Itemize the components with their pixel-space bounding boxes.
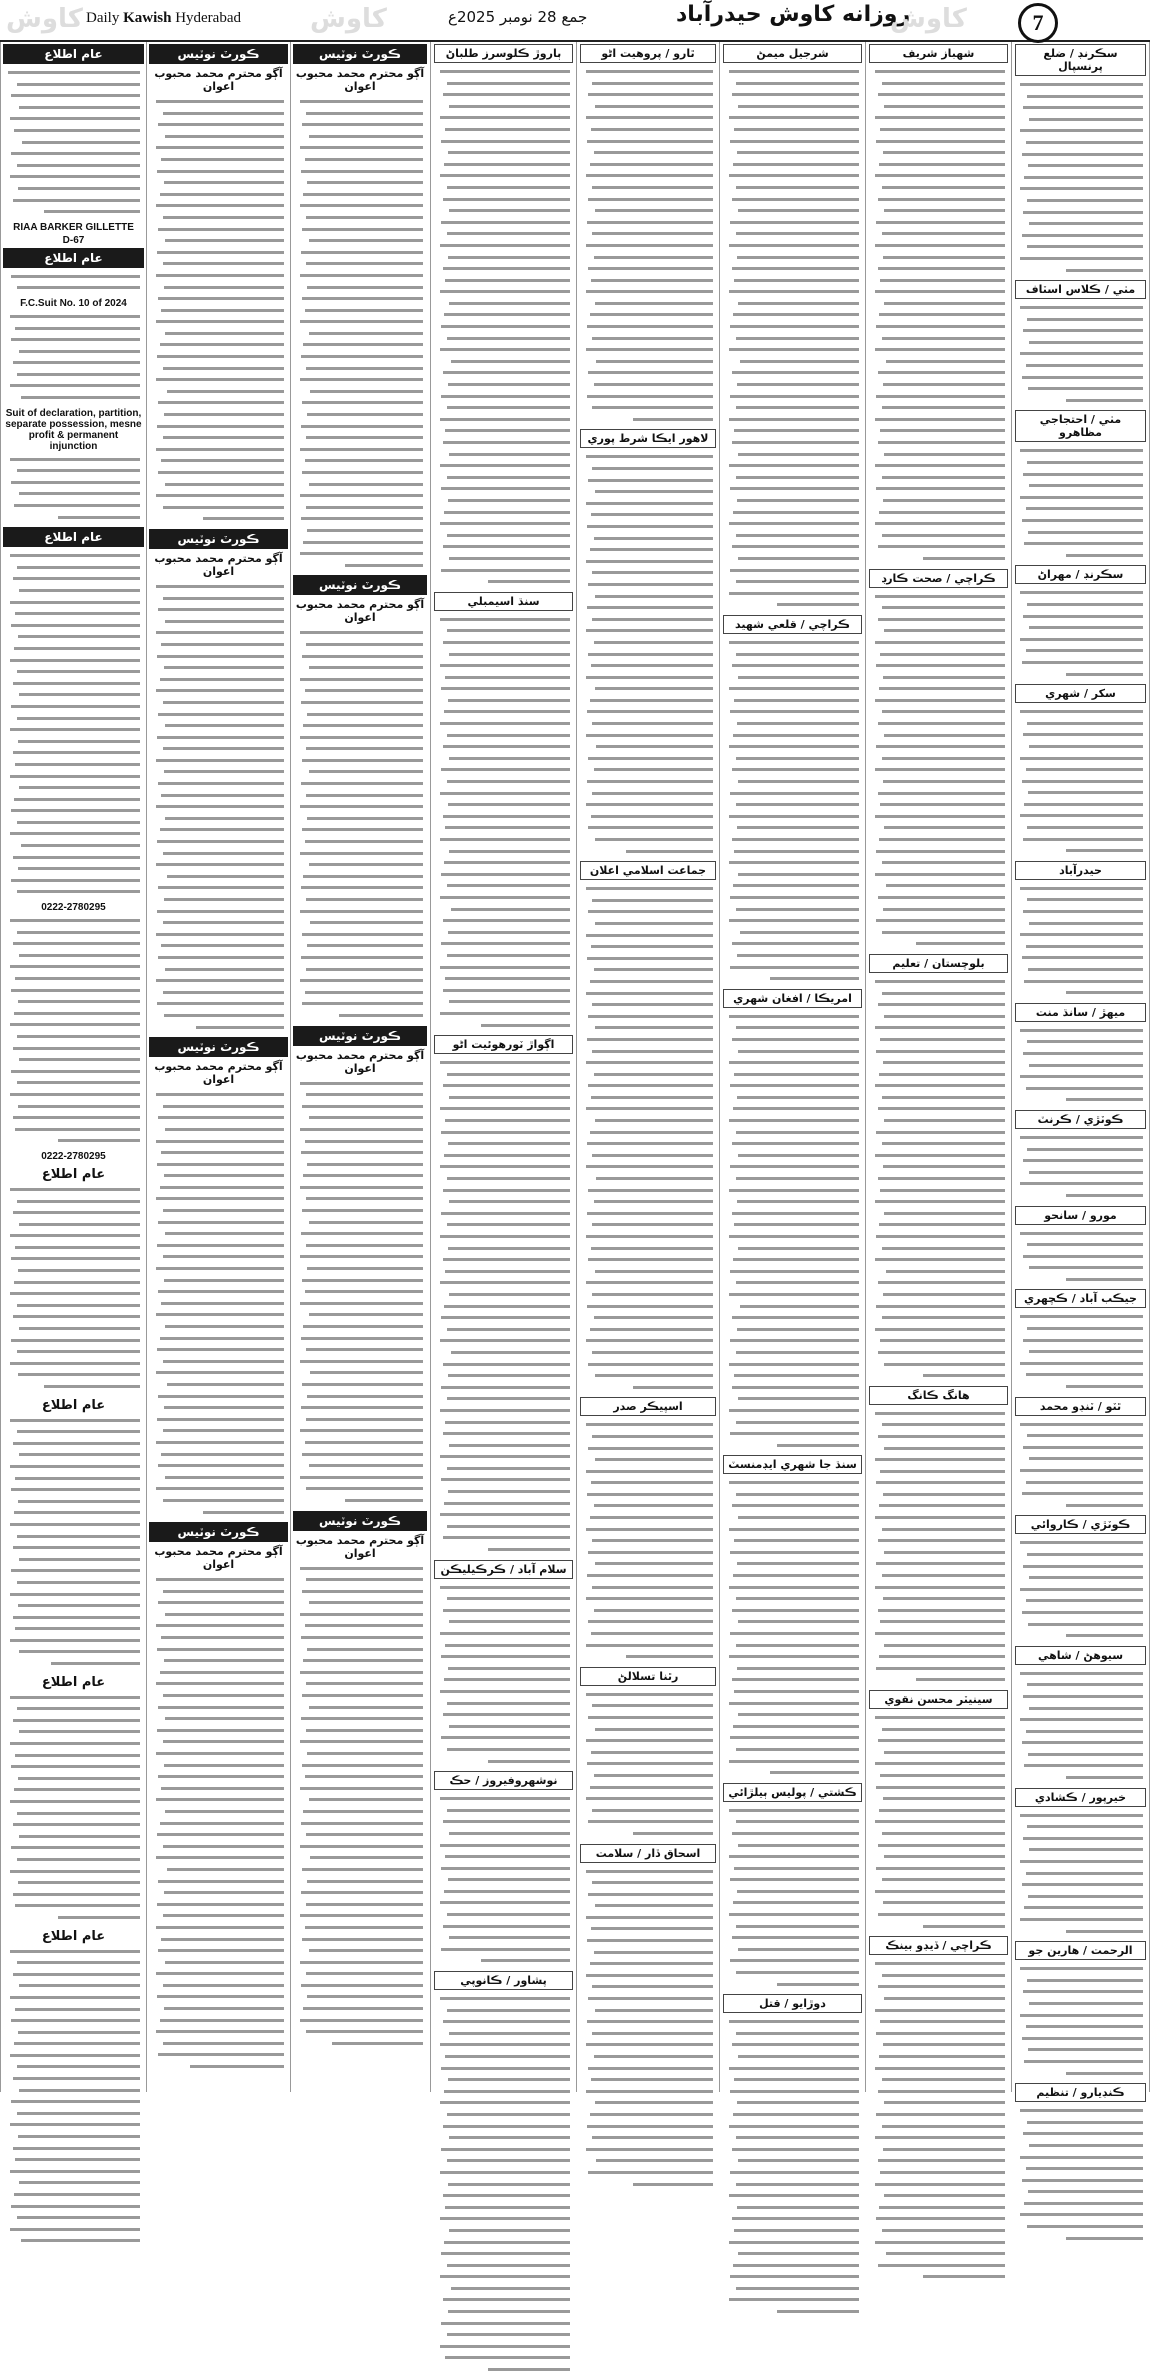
notice-case-number: F.C.Suit No. 10 of 2024 xyxy=(20,297,127,309)
notice-header: ڪورٽ نوٽيس xyxy=(293,1026,427,1046)
notice-header: ڪورٽ نوٽيس xyxy=(149,1522,288,1542)
news-body xyxy=(1016,445,1145,561)
notice-body xyxy=(5,271,142,294)
watermark-logo: کاوش xyxy=(890,4,967,34)
watermark-logo: کاوش xyxy=(6,4,83,34)
news-body xyxy=(1016,79,1145,276)
notice-header: عام اطلاع xyxy=(3,527,144,547)
notice-header: ڪورٽ نوٽيس xyxy=(293,575,427,595)
page-number: 7 xyxy=(1018,3,1058,43)
news-body xyxy=(724,66,861,611)
notice-header: عام اطلاع xyxy=(3,44,144,64)
news-headline: ٿٽو / ٽنڊو محمد xyxy=(1015,1397,1146,1416)
news-body xyxy=(1016,1311,1145,1392)
news-body xyxy=(581,883,715,1393)
news-body xyxy=(1016,587,1145,680)
news-body xyxy=(724,637,861,985)
notice-title: آڳو محترم محمد محبوب اعوان xyxy=(154,67,283,93)
notice-header: عام اطلاع xyxy=(41,1928,106,1944)
news-headline: جماعت اسلامي اعلان xyxy=(580,861,716,880)
news-headline: رٿنا تسلالڻ xyxy=(580,1667,716,1686)
urdu-title: روزانه کاوش حيدرآباد xyxy=(676,2,911,27)
notice-header: ڪورٽ نوٽيس xyxy=(149,44,288,64)
notice-phone: 0222-2780295 xyxy=(41,1150,106,1162)
notice-body xyxy=(295,96,425,571)
notice-body xyxy=(5,1184,142,1393)
notice-body xyxy=(295,627,425,1021)
notice-body xyxy=(151,1574,286,2073)
news-body xyxy=(1016,1810,1145,1938)
news-headline: امريڪا / افغان شهري xyxy=(723,989,862,1008)
news-headline: سکر / شهري xyxy=(1015,684,1146,703)
column-public-notices xyxy=(0,42,146,2092)
notice-body xyxy=(295,1563,425,2050)
notice-body xyxy=(5,67,142,218)
news-headline: ٻاروڙ ڪلوسرز طلباڻ xyxy=(434,44,573,63)
news-headline: سڪرنڊ / مهراڻ xyxy=(1015,565,1146,584)
news-headline: جيڪب آباد / ڪچهري xyxy=(1015,1289,1146,1308)
news-body xyxy=(1016,1228,1145,1286)
news-headline: شهباز شريف xyxy=(869,44,1008,63)
notice-phone: 0222-2780295 xyxy=(41,902,106,914)
column-court-notices-b xyxy=(290,42,429,2092)
english-title-prefix: Daily xyxy=(86,10,120,26)
news-body xyxy=(581,451,715,857)
news-headline: ٿارو / پروهيت اڻو xyxy=(580,44,716,63)
news-headline: نوشهروفيروز / حڪ xyxy=(434,1771,573,1790)
column-news-d xyxy=(865,42,1011,2092)
notice-header: ڪورٽ نوٽيس xyxy=(149,529,288,549)
news-headline: سنڌ جا شهري ايڊمنسٽ xyxy=(723,1455,862,1474)
notice-title: آڳو محترم محمد محبوب اعوان xyxy=(295,67,425,93)
notice-body xyxy=(5,550,142,898)
notice-body xyxy=(5,1692,142,1924)
news-headline: لاهور ايڪا شرط پوري xyxy=(580,429,716,448)
news-body xyxy=(435,1793,572,1967)
news-headline: سلام آباد / ڪرڪيليڪن xyxy=(434,1560,573,1579)
news-body xyxy=(724,2016,861,2317)
news-headline: سڪرنڊ / ضلع پرنسپال xyxy=(1015,44,1146,76)
notice-title: آڳو محترم محمد محبوب اعوان xyxy=(154,1060,283,1087)
masthead xyxy=(0,0,1150,42)
news-headline: بلوچستان / تعليم xyxy=(869,954,1008,973)
column-news-c xyxy=(719,42,865,2092)
notice-header: عام اطلاع xyxy=(41,1674,106,1690)
news-headline: ميهڙ / سانڌ منت xyxy=(1015,1003,1146,1022)
news-body xyxy=(1016,883,1145,999)
notice-title: آڳو محترم محمد محبوب اعوان xyxy=(295,598,425,625)
news-body xyxy=(870,66,1007,565)
news-headline: سيوهڻ / شاهي xyxy=(1015,1646,1146,1665)
notice-suit-type: Suit of declaration, partition, separate possession, mesne profit & permanent injunction xyxy=(5,407,142,452)
news-body xyxy=(435,1582,572,1768)
news-body xyxy=(870,591,1007,950)
news-body xyxy=(1016,1025,1145,1106)
news-body xyxy=(870,976,1007,1382)
news-body xyxy=(435,1993,572,2376)
notice-body xyxy=(295,1078,425,1507)
news-body xyxy=(1016,302,1145,406)
notice-header: عام اطلاع xyxy=(41,1166,106,1182)
news-body xyxy=(581,66,715,425)
english-title-name: Kawish xyxy=(123,10,172,26)
news-body xyxy=(581,1866,715,2191)
news-body xyxy=(435,66,572,588)
news-body xyxy=(1016,1668,1145,1784)
notice-header: عام اطلاع xyxy=(3,248,144,268)
column-news-b xyxy=(576,42,719,2092)
notice-plot-number: D-67 xyxy=(62,234,85,246)
news-body xyxy=(870,1712,1007,1932)
notice-title: آڳو محترم محمد محبوب اعوان xyxy=(295,1533,425,1560)
issue-date: جمع 28 نومبر 2025ع xyxy=(448,8,588,26)
notice-title: آڳو محترم محمد محبوب اعوان xyxy=(154,1545,283,1572)
news-headline: دوڙايو / قتل xyxy=(723,1994,862,2013)
watermark-logo: کاوش xyxy=(310,4,387,34)
notice-body xyxy=(5,915,142,1147)
news-body xyxy=(581,1689,715,1840)
news-headline: پشاور / ڪانوپي xyxy=(434,1971,573,1990)
news-headline: سنڌ اسيمبلي xyxy=(434,592,573,611)
notice-header: عام اطلاع xyxy=(41,1397,106,1413)
notice-body xyxy=(5,311,142,404)
news-headline: ڪراچي / صحت ڪارڊ xyxy=(869,569,1008,588)
news-body xyxy=(724,1011,861,1452)
column-court-notices-a xyxy=(146,42,290,2092)
news-headline: خيرپور / ڪشادي xyxy=(1015,1788,1146,1807)
column-district-news xyxy=(1011,42,1150,2100)
news-body xyxy=(724,1805,861,1991)
news-body xyxy=(870,1408,1007,1686)
news-body xyxy=(1016,1132,1145,1202)
news-headline: هانگ ڪانگ xyxy=(869,1386,1008,1405)
news-headline: مورو / سانحو xyxy=(1015,1206,1146,1225)
news-headline: اسپيڪر صدر xyxy=(580,1397,716,1416)
news-body xyxy=(1016,2105,1145,2244)
news-headline: ڪوٽڙي / ڪاروائي xyxy=(1015,1515,1146,1534)
column-news-a xyxy=(430,42,576,2092)
notice-header: ڪورٽ نوٽيس xyxy=(293,1511,427,1531)
news-body xyxy=(581,1419,715,1662)
notice-body xyxy=(5,454,142,524)
news-headline: ڪوٽڙي / ڪرنٽ xyxy=(1015,1110,1146,1129)
news-body xyxy=(870,1958,1007,2283)
english-title xyxy=(86,10,241,27)
news-headline: ڪشتي / پوليس ٻيلڙائي xyxy=(723,1783,862,1802)
news-headline: ڪراچي / قلعي شهيد xyxy=(723,615,862,634)
news-body xyxy=(1016,1537,1145,1641)
news-headline: شرجيل ميمڻ xyxy=(723,44,862,63)
notice-title: آڳو محترم محمد محبوب اعوان xyxy=(295,1048,425,1075)
notice-header: ڪورٽ نوٽيس xyxy=(149,1037,288,1057)
notice-body xyxy=(151,1089,286,1518)
news-body xyxy=(1016,1419,1145,1512)
news-body xyxy=(724,1477,861,1778)
news-headline: ڪراچي / ڏيڊو بينڪ xyxy=(869,1936,1008,1955)
notice-body xyxy=(151,96,286,525)
news-body xyxy=(435,1057,572,1556)
news-headline: مٺي / ڪلاس اسٽاف xyxy=(1015,280,1146,299)
news-body xyxy=(1016,1963,1145,2079)
news-body xyxy=(1016,706,1145,857)
news-headline: مٺي / احتجاجي مظاهرو xyxy=(1015,410,1146,442)
notice-header: ڪورٽ نوٽيس xyxy=(293,44,427,64)
news-headline: سينيٽر محسن نقوي xyxy=(869,1690,1008,1709)
news-body xyxy=(435,614,572,1031)
notice-body xyxy=(151,581,286,1033)
news-headline: اسحاق ڏار / سلامت xyxy=(580,1844,716,1863)
news-headline: ڪنڊيارو / تنظيم xyxy=(1015,2083,1146,2102)
notice-body xyxy=(5,1946,142,2247)
notice-company-name: RIAA BARKER GILLETTE xyxy=(13,221,134,233)
english-title-city: Hyderabad xyxy=(175,10,241,26)
news-headline: الرحمت / هارين جو xyxy=(1015,1941,1146,1960)
notice-title: آڳو محترم محمد محبوب اعوان xyxy=(154,551,283,578)
news-headline: حيدرآباد xyxy=(1015,861,1146,880)
notice-body xyxy=(5,1415,142,1670)
news-headline: اڳواڙ ٽورهوئيت اڻو xyxy=(434,1035,573,1054)
